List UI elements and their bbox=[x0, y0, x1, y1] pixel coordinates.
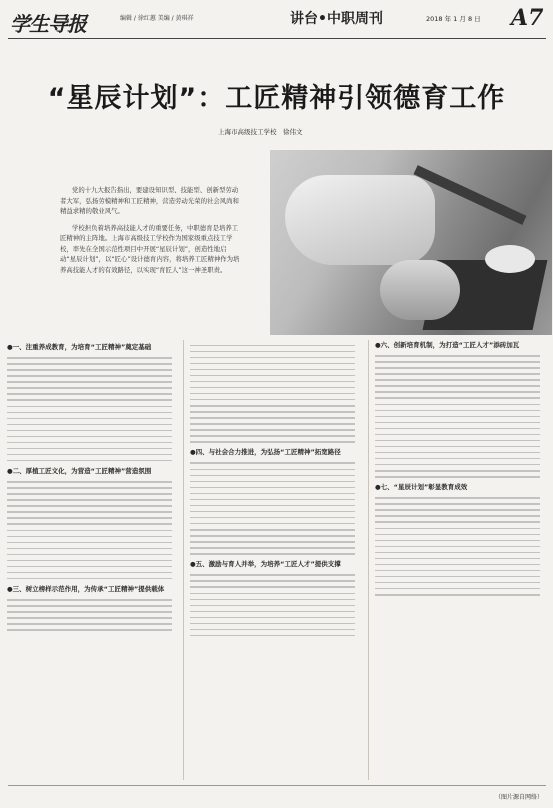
text-line bbox=[190, 357, 355, 359]
text-line bbox=[375, 458, 540, 460]
text-line bbox=[7, 406, 172, 408]
text-line bbox=[7, 375, 172, 377]
section-heading: ●六、创新培育机制，为打造“工匠人才”添砖加瓦 bbox=[375, 341, 520, 349]
text-line bbox=[190, 586, 355, 588]
text-line bbox=[7, 611, 172, 613]
text-line bbox=[190, 411, 355, 413]
text-line bbox=[7, 460, 172, 462]
text-line bbox=[190, 605, 355, 607]
text-line bbox=[7, 629, 172, 631]
text-line bbox=[190, 493, 355, 495]
text-line bbox=[7, 381, 172, 383]
text-line bbox=[190, 399, 355, 401]
photo-caption: （图片源自网络） bbox=[495, 794, 544, 801]
text-line bbox=[375, 428, 540, 430]
editors-credit: 编辑 / 徐红蕙 美编 / 黄琪祥 bbox=[120, 15, 194, 22]
text-line bbox=[7, 517, 172, 519]
text-line bbox=[7, 617, 172, 619]
text-line bbox=[190, 469, 355, 471]
text-line bbox=[7, 493, 172, 495]
body-text bbox=[190, 574, 355, 636]
text-line bbox=[7, 554, 172, 556]
text-line bbox=[190, 462, 355, 464]
text-line bbox=[190, 351, 355, 353]
column-divider bbox=[183, 340, 184, 780]
photo-hand bbox=[380, 260, 460, 320]
text-line bbox=[7, 530, 172, 532]
text-line bbox=[7, 599, 172, 601]
text-line bbox=[190, 505, 355, 507]
text-line bbox=[375, 404, 540, 406]
body-text bbox=[7, 481, 172, 579]
text-line bbox=[190, 423, 355, 425]
text-line bbox=[375, 416, 540, 418]
text-line bbox=[375, 588, 540, 590]
article-author: 上海市高级技工学校 徐伟文 bbox=[218, 128, 303, 136]
text-line bbox=[190, 511, 355, 513]
text-line bbox=[190, 593, 355, 595]
body-text bbox=[7, 599, 172, 631]
text-line bbox=[7, 412, 172, 414]
body-text bbox=[375, 355, 540, 477]
body-text bbox=[375, 497, 540, 595]
text-line bbox=[375, 446, 540, 448]
page-number: A7 bbox=[511, 5, 544, 31]
text-line bbox=[190, 481, 355, 483]
text-line bbox=[7, 487, 172, 489]
text-line bbox=[190, 405, 355, 407]
text-line bbox=[190, 345, 355, 347]
text-line bbox=[375, 582, 540, 584]
text-line bbox=[190, 475, 355, 477]
text-line bbox=[375, 373, 540, 375]
text-line bbox=[375, 464, 540, 466]
text-line bbox=[375, 594, 540, 596]
logo: 学生导报 bbox=[10, 12, 86, 36]
text-line bbox=[7, 481, 172, 483]
text-line bbox=[375, 546, 540, 548]
text-line bbox=[190, 547, 355, 549]
text-line bbox=[7, 399, 172, 401]
text-line bbox=[190, 381, 355, 383]
text-line bbox=[375, 528, 540, 530]
text-line bbox=[190, 369, 355, 371]
text-line bbox=[190, 623, 355, 625]
text-line bbox=[375, 521, 540, 523]
text-line bbox=[375, 391, 540, 393]
intro-paragraph: 学校担负着培养高技能人才的重要任务，中职德育是培养工匠精神的主阵地。上海市高级技工学校作为国家级重点技工学校，率先在全国示范性项目中开展“星辰计划”，创造性地启动“星辰计划”，以“匠心”设计德育内容，将培养工匠精神作为培养高技能人才的有效路径，以实现“育匠人”这一神圣职责。 bbox=[60, 223, 240, 274]
text-line bbox=[375, 470, 540, 472]
text-line bbox=[190, 599, 355, 601]
section-heading: ●四、与社会合力推进，为弘扬“工匠精神”拓宽路径 bbox=[190, 448, 341, 457]
text-column-2 bbox=[190, 340, 355, 641]
text-line bbox=[7, 454, 172, 456]
text-line bbox=[190, 580, 355, 582]
text-line bbox=[190, 435, 355, 437]
page-header bbox=[0, 0, 553, 52]
text-line bbox=[7, 548, 172, 550]
text-column-1 bbox=[7, 340, 172, 635]
text-column-3 bbox=[375, 338, 540, 600]
text-line bbox=[375, 379, 540, 381]
text-line bbox=[190, 417, 355, 419]
text-line bbox=[190, 387, 355, 389]
text-line bbox=[7, 499, 172, 501]
footer-rule bbox=[8, 785, 546, 786]
text-line bbox=[7, 418, 172, 420]
text-line bbox=[375, 476, 540, 478]
text-line bbox=[7, 572, 172, 574]
craftsman-photo bbox=[270, 150, 552, 335]
text-line bbox=[190, 574, 355, 576]
text-line bbox=[7, 536, 172, 538]
text-line bbox=[375, 558, 540, 560]
text-line bbox=[375, 509, 540, 511]
text-line bbox=[7, 605, 172, 607]
text-line bbox=[375, 385, 540, 387]
intro-paragraph: 党的十九大报告指出，要建设知识型、技能型、创新型劳动者大军，弘扬劳模精神和工匠精神，营造劳动光荣的社会风尚和精益求精的敬业风气。 bbox=[60, 186, 239, 215]
text-line bbox=[7, 363, 172, 365]
text-line bbox=[7, 623, 172, 625]
body-text bbox=[7, 357, 172, 461]
section-heading: ●七、“星辰计划”彰显教育成效 bbox=[375, 483, 468, 492]
text-line bbox=[375, 570, 540, 572]
header-rule bbox=[8, 38, 546, 39]
text-line bbox=[375, 410, 540, 412]
text-line bbox=[375, 497, 540, 499]
text-line bbox=[7, 542, 172, 544]
text-line bbox=[375, 552, 540, 554]
section-heading: ●三、树立榜样示范作用，为传承“工匠精神”提供载体 bbox=[7, 584, 165, 593]
text-line bbox=[7, 448, 172, 450]
section-heading: ●一、注重养成教育，为培育“工匠精神”奠定基础 bbox=[7, 343, 152, 351]
text-line bbox=[7, 578, 172, 580]
text-line bbox=[7, 430, 172, 432]
text-line bbox=[375, 440, 540, 442]
text-line bbox=[7, 560, 172, 562]
text-line bbox=[7, 369, 172, 371]
text-line bbox=[375, 434, 540, 436]
section-title: 讲台•中职周刊 bbox=[290, 11, 383, 27]
text-line bbox=[190, 429, 355, 431]
text-line bbox=[375, 355, 540, 357]
text-line bbox=[190, 617, 355, 619]
text-line bbox=[190, 441, 355, 443]
body-text bbox=[190, 345, 355, 443]
text-line bbox=[190, 487, 355, 489]
text-line bbox=[190, 629, 355, 631]
text-line bbox=[190, 499, 355, 501]
text-line bbox=[375, 515, 540, 517]
text-line bbox=[375, 540, 540, 542]
text-line bbox=[190, 517, 355, 519]
text-line bbox=[190, 393, 355, 395]
text-line bbox=[7, 523, 172, 525]
text-line bbox=[7, 442, 172, 444]
section-heading: ●五、激励与育人并举，为培养“工匠人才”提供支撑 bbox=[190, 560, 341, 569]
text-line bbox=[7, 511, 172, 513]
text-line bbox=[7, 387, 172, 389]
text-line bbox=[7, 424, 172, 426]
text-line bbox=[190, 541, 355, 543]
text-line bbox=[375, 452, 540, 454]
text-line bbox=[7, 436, 172, 438]
text-line bbox=[7, 357, 172, 359]
text-line bbox=[375, 576, 540, 578]
issue-date: 2018 年 1 月 8 日 bbox=[426, 15, 481, 23]
text-line bbox=[190, 553, 355, 555]
text-line bbox=[375, 534, 540, 536]
text-line bbox=[7, 505, 172, 507]
text-line bbox=[375, 367, 540, 369]
section-heading: ●二、厚植工匠文化，为营造“工匠精神”营造氛围 bbox=[7, 466, 152, 475]
text-line bbox=[375, 564, 540, 566]
text-line bbox=[7, 566, 172, 568]
text-line bbox=[190, 363, 355, 365]
text-line bbox=[190, 375, 355, 377]
photo-highlight bbox=[485, 245, 535, 273]
text-line bbox=[375, 422, 540, 424]
text-line bbox=[375, 503, 540, 505]
text-line bbox=[190, 635, 355, 637]
column-divider bbox=[368, 340, 369, 780]
article-title: “星辰计划”：工匠精神引领德育工作 bbox=[47, 83, 506, 114]
article-intro bbox=[60, 185, 240, 281]
text-line bbox=[190, 611, 355, 613]
text-line bbox=[190, 535, 355, 537]
text-line bbox=[7, 393, 172, 395]
text-line bbox=[190, 529, 355, 531]
photo-hand bbox=[285, 175, 435, 265]
text-line bbox=[375, 397, 540, 399]
text-line bbox=[375, 361, 540, 363]
text-line bbox=[190, 523, 355, 525]
body-text bbox=[190, 462, 355, 554]
